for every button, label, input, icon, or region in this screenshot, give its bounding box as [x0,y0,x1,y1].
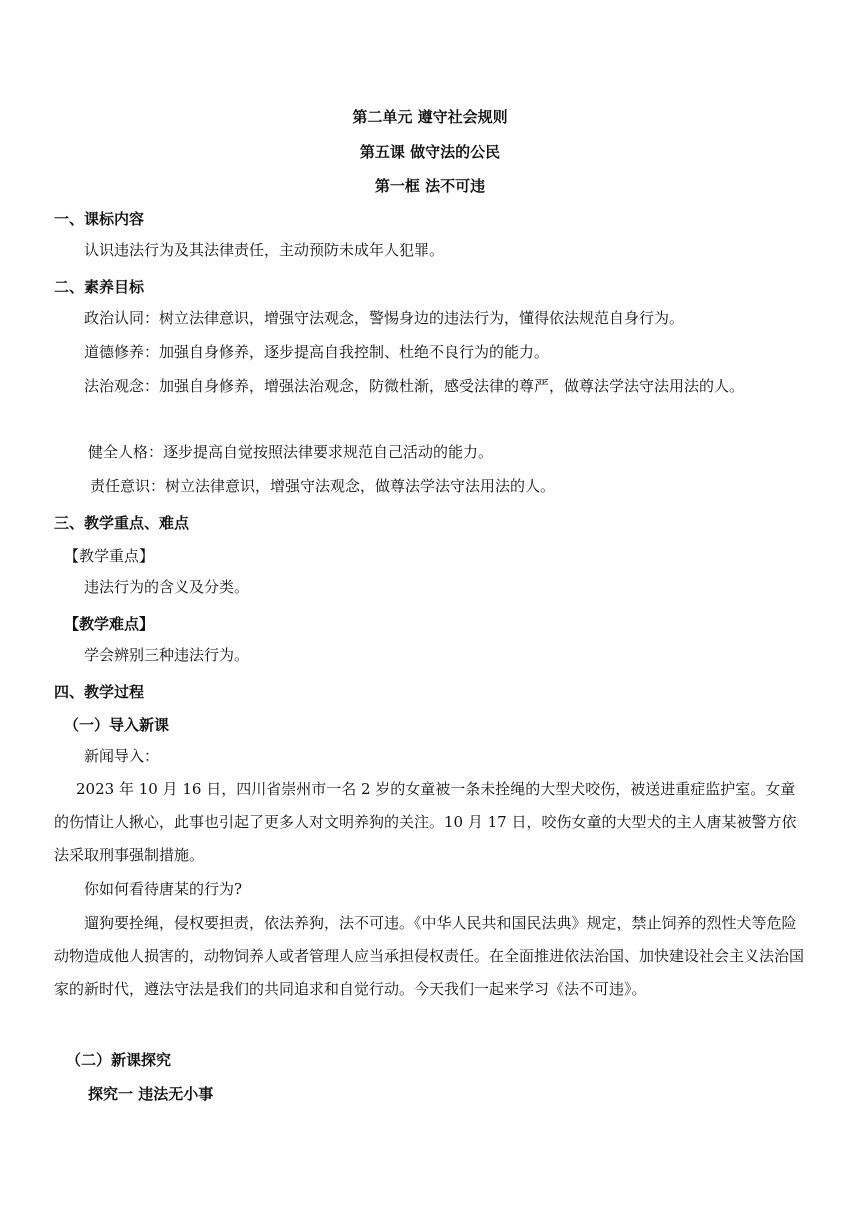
difficulty-label [64,613,154,634]
difficulty-label-text: 【教学难点】 [64,615,155,633]
section-heading-key-points: 三、教学重点、难点 [54,514,190,532]
lesson-title: 第五课 做守法的公民 [359,143,501,161]
part-intro-heading: （一）导入新课 [64,716,170,734]
goal-sound-personality: 健全人格：逐步提高自觉按照法律要求规范自己活动的能力。 [88,443,494,461]
answer-paragraph: 遛狗要拴绳，侵权要担责，依法养狗，法不可违。《中华人民共和国民法典》规定，禁止饲养的烈性犬等危险动物造成他人损害的，动物饲养人或者管理人应当承担侵权责任。在全面推进依法治国、加快建设社会主义法治国家的新时代，遵法守法是我们的共同追求和自觉行动。今天我们一起来学习《法不可违》。 [54,914,805,998]
goal-political-identity: 政治认同：树立法律意识，增强守法观念，警惕身边的违法行为，懂得依法规范自身行为。 [84,309,685,327]
standards-text: 认识违法行为及其法律责任，主动预防未成年人犯罪。 [84,241,445,259]
part-explore-heading: （二）新课探究 [66,1051,172,1069]
section-heading-goals: 二、素养目标 [54,278,145,296]
explore-one-heading: 探究一 违法无小事 [88,1085,214,1103]
section-heading-standards: 一、课标内容 [54,210,145,228]
goal-moral-cultivation: 道德修养：加强自身修养，逐步提高自我控制、杜绝不良行为的能力。 [84,343,550,361]
goal-rule-of-law: 法治观念：加强自身修养，增强法治观念，防微杜渐，感受法律的尊严，做尊法学法守法用法的人。 [84,377,745,395]
key-point-label: 【教学重点】 [64,547,155,565]
key-point-text: 违法行为的含义及分类。 [84,578,250,596]
section-heading-process: 四、教学过程 [54,683,145,701]
goal-responsibility: 责任意识：树立法律意识，增强守法观念，做尊法学法守法用法的人。 [90,477,556,495]
news-intro-label: 新闻导入： [84,747,160,765]
difficulty-text: 学会辨别三种违法行为。 [84,646,250,664]
frame-title: 第一框 法不可违 [374,177,486,195]
news-paragraph: 2023 年 10 月 16 日，四川省崇州市一名 2 岁的女童被一条未拴绳的大型犬咬伤，被送进重症监护室。女童的伤情让人揪心，此事也引起了更多人对文明养狗的关注。10 月 17 日，咬伤女童的大型犬的主人唐某被警方依法采取刑事强制措施。 [54,780,797,864]
question-text: 你如何看待唐某的行为? [84,880,243,898]
unit-title: 第二单元 遵守社会规则 [352,108,508,126]
